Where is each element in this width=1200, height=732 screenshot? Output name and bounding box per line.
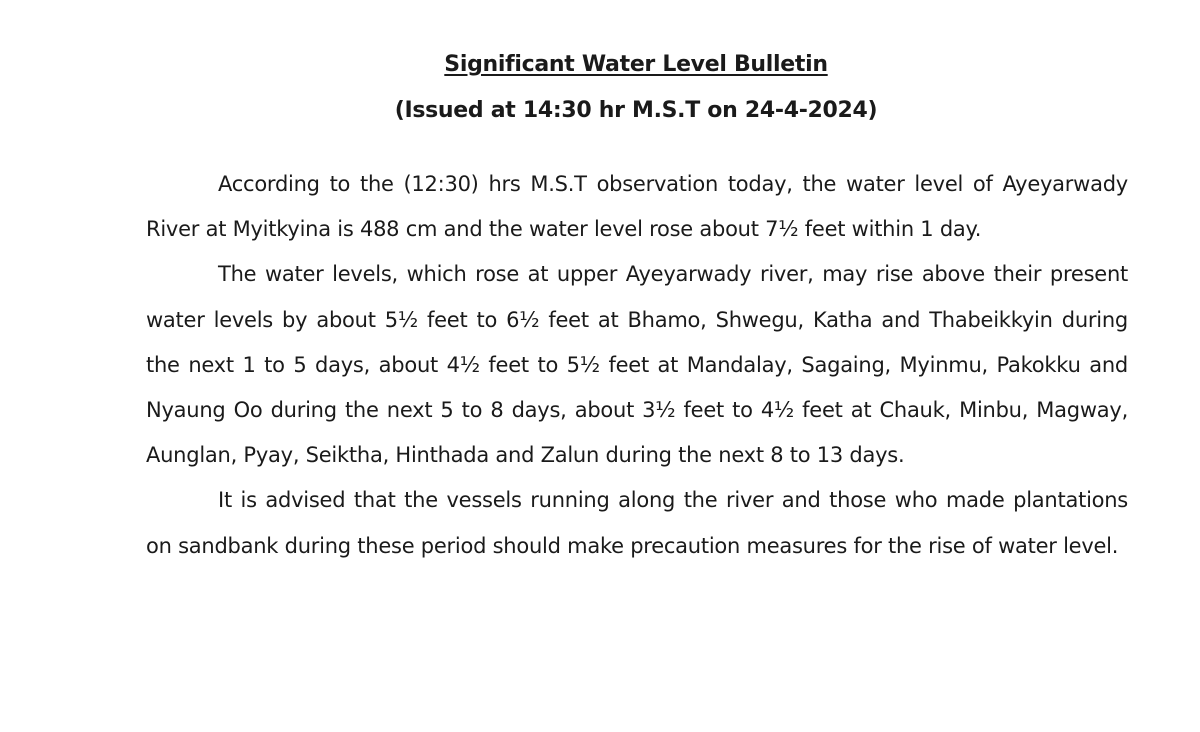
bulletin-body [146,162,1128,569]
paragraph-advisory: It is advised that the vessels running along the river and those who made plantations on sandbank during these period should make precaution measures for the rise of water level. [146,488,1128,558]
bulletin-title: Significant Water Level Bulletin [444,52,828,77]
issued-time: (Issued at 14:30 hr M.S.T on 24-4-2024) [394,98,878,123]
paragraph-observation: According to the (12:30) hrs M.S.T observation today, the water level of Ayeyarwady River at Myitkyina is 488 cm and the water level rose about 7½ feet within 1 day. [146,172,1128,242]
paragraph-forecast: The water levels, which rose at upper Ayeyarwady river, may rise above their present water levels by about 5½ feet to 6½ feet at Bhamo, Shwegu, Katha and Thabeikkyin during the next 1 to 5 days, about 4½ feet to 5½ feet at Mandalay, Sagaing, Myinmu, Pakokku and Nyaung Oo during the next 5 to 8 days, about 3½ feet to 4½ feet at Chauk, Minbu, Magway, Aunglan, Pyay, Seiktha, Hinthada and Zalun during the next 8 to 13 days. [146,262,1128,468]
